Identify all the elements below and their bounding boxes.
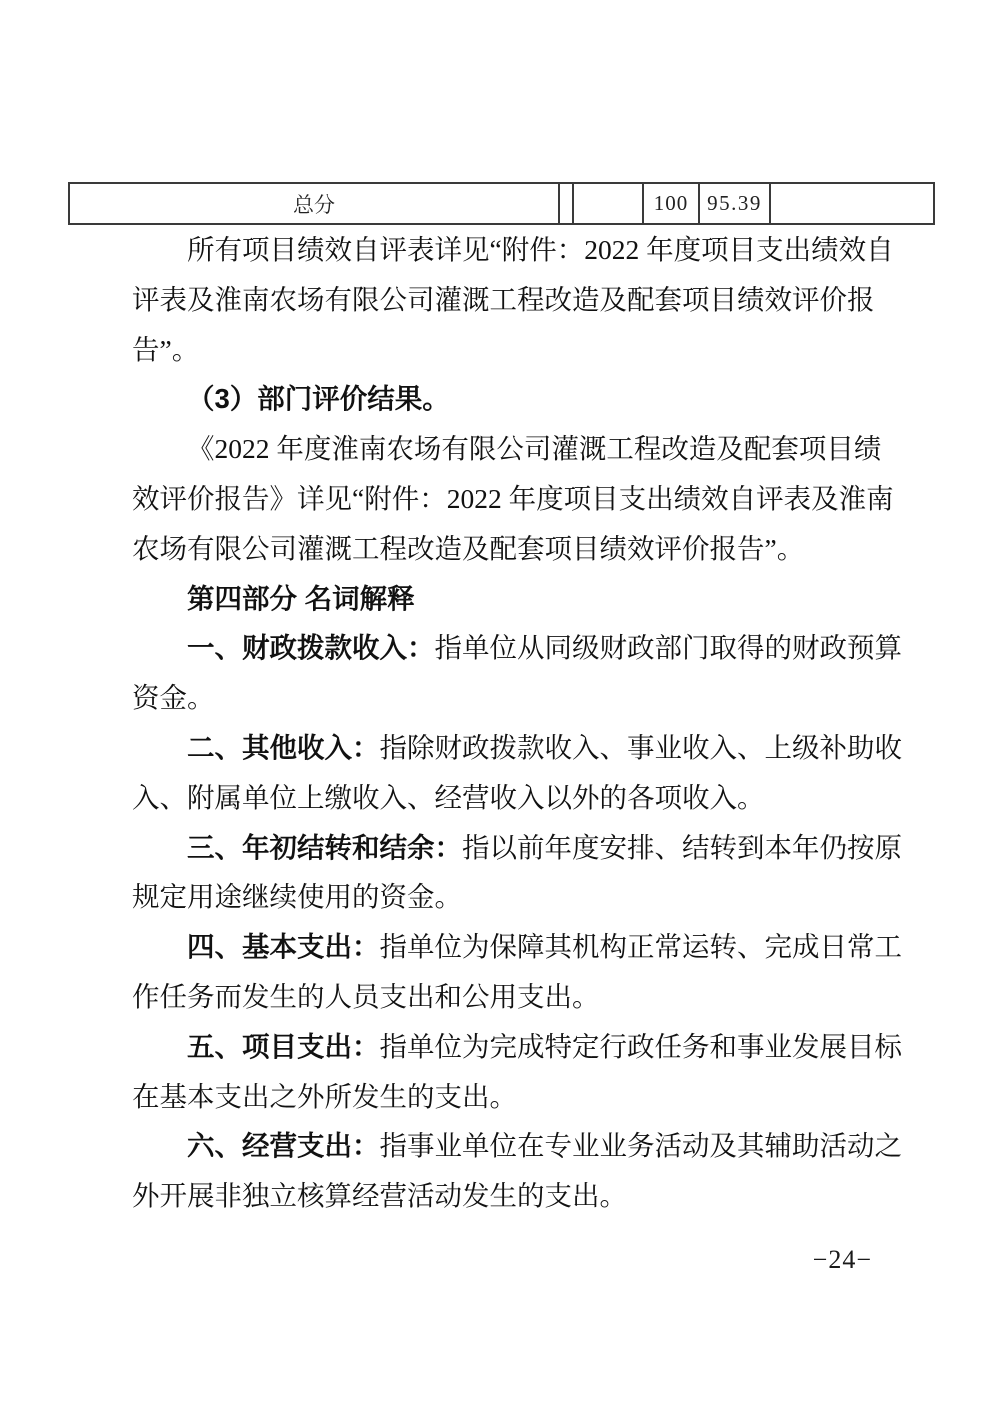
text-run-bold: 四、基本支出：	[187, 931, 380, 963]
text-run-bold: 三、年初结转和结余：	[187, 831, 462, 863]
table-cell-score-value: 95.39	[698, 184, 769, 223]
text-line	[132, 1121, 902, 1171]
text-run: 入、附属单位上缴收入、经营收入以外的各项收入。	[132, 781, 765, 813]
text-line	[132, 1072, 880, 1122]
text-line	[132, 225, 894, 275]
text-line	[132, 374, 880, 424]
text-line	[132, 673, 880, 723]
text-line	[132, 972, 880, 1022]
text-run: 指事业单位在专业业务活动及其辅助活动之	[379, 1130, 902, 1162]
text-run: 作任务而发生的人员支出和公用支出。	[132, 980, 600, 1012]
text-line	[132, 1171, 880, 1221]
text-run-bold: 六、经营支出：	[187, 1130, 380, 1162]
text-run: 指单位为完成特定行政任务和事业发展目标	[379, 1030, 902, 1062]
text-line	[132, 723, 902, 773]
text-run: 《2022 年度淮南农场有限公司灌溉工程改造及配套项目绩	[187, 433, 882, 465]
text-line	[132, 773, 880, 823]
text-run-bold: 第四部分 名词解释	[187, 582, 415, 614]
text-run: 指单位为保障其机构正常运转、完成日常工	[379, 931, 902, 963]
table-cell-empty-narrow	[558, 184, 572, 223]
text-run: 农场有限公司灌溉工程改造及配套项目绩效评价报告”。	[132, 532, 805, 564]
text-line	[132, 524, 880, 574]
text-line	[132, 1022, 902, 1072]
text-run: 规定用途继续使用的资金。	[132, 881, 462, 913]
text-run-bold: （3）部门评价结果。	[187, 383, 450, 415]
table-cell-empty-right	[769, 184, 933, 223]
text-line	[132, 424, 880, 474]
text-run: 效评价报告》详见“附件：2022 年度项目支出绩效自评表及淮南	[132, 482, 894, 514]
text-line	[132, 574, 880, 624]
score-table	[68, 182, 935, 225]
text-run: 外开展非独立核算经营活动发生的支出。	[132, 1180, 627, 1212]
table-cell-empty	[572, 184, 642, 223]
text-run: 指除财政拨款收入、事业收入、上级补助收	[379, 731, 902, 763]
text-run: 指以前年度安排、结转到本年仍按原	[462, 831, 902, 863]
text-line	[132, 872, 880, 922]
table-cell-total-label: 总分	[293, 192, 335, 217]
text-line	[132, 922, 902, 972]
text-run: 资金。	[132, 682, 215, 714]
text-run-bold: 一、财政拨款收入：	[187, 632, 435, 664]
body-text	[132, 225, 902, 1221]
text-line	[132, 275, 880, 325]
text-run: 指单位从同级财政部门取得的财政预算	[434, 632, 902, 664]
page-number: −24−	[812, 1245, 872, 1274]
text-run: 告”。	[132, 333, 200, 365]
text-run: 在基本支出之外所发生的支出。	[132, 1080, 517, 1112]
text-line	[132, 325, 880, 375]
table-cell-max-score: 100	[642, 184, 698, 223]
text-run: 评表及淮南农场有限公司灌溉工程改造及配套项目绩效评价报	[132, 283, 875, 315]
text-line	[132, 623, 902, 673]
text-line	[132, 474, 894, 524]
text-run: 所有项目绩效自评表详见“附件：2022 年度项目支出绩效自	[187, 234, 894, 265]
text-run-bold: 二、其他收入：	[187, 731, 380, 763]
text-line	[132, 823, 902, 873]
text-run-bold: 五、项目支出：	[187, 1030, 380, 1062]
